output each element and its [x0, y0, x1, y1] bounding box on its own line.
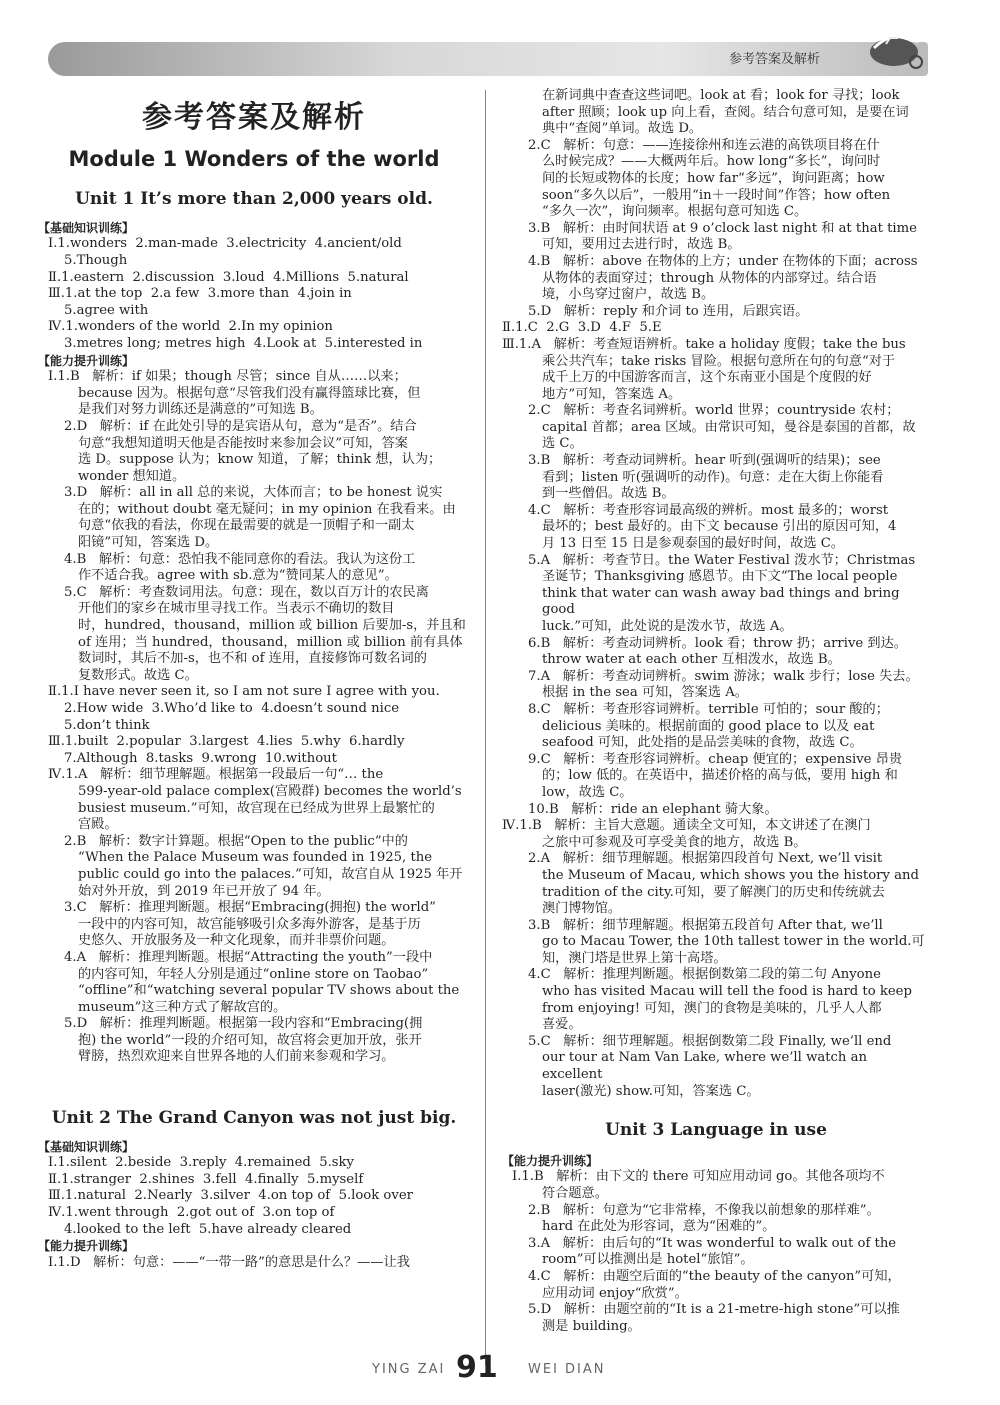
answer-line: Ⅰ.1.silent 2.beside 3.reply 4.remained 5.sky	[48, 1155, 354, 1171]
answer-line: after 照顾；look up 向上看，查阅。结合句意可知，是要在词	[542, 104, 909, 120]
answer-line: 3.metres long; metres high 4.Look at 5.interested in	[64, 335, 423, 351]
answer-line: 2.How wide 3.Who’d like to 4.doesn’t sound nice	[64, 701, 400, 716]
answer-line: Ⅱ.1.eastern 2.discussion 3.loud 4.Millions 5.natural	[48, 269, 409, 285]
answer-line: 3.B 解析：细节理解题。根据第五段首句 After that, we’ll	[528, 917, 883, 933]
answer-line: 4.B 解析：句意：恐怕我不能同意你的看法。我认为这份工	[64, 551, 416, 567]
answer-line: 3.A 解析：由后句的“It was wonderful to walk out of the	[528, 1235, 897, 1251]
answer-line: seafood 可知，此处指的是品尝美味的食物，故选 C。	[542, 735, 863, 751]
answer-line: 2.B 解析：句意为“它非常棒，不像我以前想象的那样难”。	[528, 1202, 880, 1218]
dl-logo-icon	[864, 24, 928, 72]
answer-line: 知，澳门塔是世界上第十高塔。	[542, 950, 727, 966]
answer-line: Ⅲ.1.built 2.popular 3.largest 4.lies 5.why 6.hardly	[48, 734, 405, 750]
unit-3-title: Unit 3 Language in use	[605, 1120, 827, 1141]
answer-line: 喜爱。	[542, 1017, 582, 1033]
answer-line: from enjoying! 可知，澳门的食物是美味的，几乎人人都	[542, 1000, 882, 1016]
unit-1-answers	[38, 220, 470, 1066]
answer-line: 臂膀，热烈欢迎来自世界各地的人们前来参观和学习。	[78, 1049, 395, 1065]
answer-line: 月 13 日至 15 日是参观泰国的最好时间，故选 C。	[542, 536, 844, 552]
module-title: Module 1 Wonders of the world	[68, 146, 440, 171]
answer-line: “offline”和“watching several popular TV shows about the	[78, 983, 460, 999]
answer-line: Ⅱ.1.I have never seen it, so I am not sure I agree with you.	[48, 684, 440, 700]
answer-line: 么时候完成？——大概两年后。how long“多长”，询问时	[542, 154, 881, 170]
answer-line: Ⅳ.1.A 解析：细节理解题。根据第一段最后一句“… the	[48, 767, 384, 783]
footer-right-text: WEI DIAN	[528, 1362, 606, 1377]
answer-line: 乘公共汽车；take risks 冒险。根据句意所在句的句意“对于	[542, 353, 896, 369]
answer-line: 时，hundred，thousand，million 或 billion 后要加-s，并且和	[78, 618, 466, 634]
section-label: 【基础知识训练】	[38, 220, 135, 235]
unit-2-answers-continued	[502, 88, 930, 1100]
answer-line: 599-year-old palace complex(宫殿群) becomes the world’s	[78, 783, 462, 799]
answer-line: Ⅱ.1.C 2.G 3.D 4.F 5.E	[502, 320, 662, 336]
left-column	[38, 88, 470, 1271]
answer-line: 5.A 解析：考查节日。the Water Festival 泼水节；Christmas	[528, 552, 916, 568]
unit-1-title: Unit 1 It’s more than 2,000 years old.	[75, 189, 433, 210]
answer-line: Ⅰ.1.wonders 2.man-made 3.electricity 4.ancient/old	[48, 236, 402, 252]
answer-line: 4.looked to the left 5.have already cleared	[64, 1221, 352, 1237]
answer-line: 地方”可知，答案选 A。	[542, 386, 682, 402]
answer-line: capital 首都；area 区域。由常识可知，曼谷是泰国的首都，故	[542, 419, 916, 435]
answer-line: 可知，要用过去进行时，故选 B。	[542, 237, 741, 253]
answer-line: busiest museum.”可知，故宫现在已经成为世界上最繁忙的	[78, 800, 435, 816]
answer-line: 在新词典中查查这些词吧。look at 看；look for 寻找；look	[542, 88, 900, 103]
answer-line: 8.C 解析：考查形容词辨析。terrible 可怕的；sour 酸的；	[528, 701, 889, 717]
answer-line: wonder 想知道。	[78, 468, 186, 484]
answer-line: 的；low 低的。在英语中，描述价格的高与低，要用 high 和	[542, 768, 898, 784]
answer-line: hard 在此处为形容词，意为“困难的”。	[542, 1219, 776, 1235]
section-label: 【基础知识训练】	[38, 1139, 135, 1154]
answer-line: 应用动词 enjoy“欣赏”。	[542, 1285, 688, 1301]
answer-line: Ⅳ.1.went through 2.got out of 3.on top of	[48, 1205, 335, 1221]
answer-line: 句意“我想知道明天他是否能按时来参加会议”可知，答案	[78, 435, 408, 451]
answer-line: 6.B 解析：考查动词辨析。look 看；throw 扔；arrive 到达。	[528, 635, 907, 651]
answer-line: 4.C 解析：考查形容词最高级的辨析。most 最多的；worst	[528, 502, 889, 518]
answer-line: 抱) the world”一段的介绍可知，故宫将会更加开放，张开	[78, 1032, 422, 1048]
answer-line: 作不适合我。agree with sb.意为“赞同某人的意见”。	[78, 568, 398, 584]
answer-line: 圣诞节；Thanksgiving 感恩节。由下文“The local people	[542, 569, 898, 585]
answer-line: throw water at each other 互相泼水，故选 B。	[542, 652, 841, 668]
answer-line: Ⅰ.1.B 解析：由下文的 there 可知应用动词 go。其他各项均不	[512, 1169, 885, 1185]
answer-line: the Museum of Macau, which shows you the history and	[542, 867, 919, 883]
answer-line: 2.A 解析：细节理解题。根据第四段首句 Next, we’ll visit	[528, 851, 883, 867]
section-label: 【能力提升训练】	[502, 1153, 599, 1168]
answer-line: Ⅲ.1.at the top 2.a few 3.more than 4.join in	[48, 286, 352, 302]
answer-line: 测是 building。	[542, 1318, 641, 1334]
answer-line: 5.Though	[64, 252, 128, 268]
answer-line: 句意“依我的看法，你现在最需要的就是一顶帽子和一副太	[78, 518, 415, 534]
answer-line: 间的长短或物体的长度；how far“多远”，询问距离；how	[542, 170, 885, 186]
answer-line: 数词时，其后不加-s，也不和 of 连用，直接修饰可数名词的	[78, 651, 427, 667]
answer-line: 2.D 解析：if 在此处引导的是宾语从句，意为“是否”。结合	[64, 418, 417, 434]
answer-line: 3.B 解析：由时间状语 at 9 o’clock last night 和 at that time	[528, 220, 917, 236]
answer-line: go to Macau Tower, the 10th tallest tower in the world.可	[542, 934, 925, 950]
answer-line: soon“多久以后”，一般用“in＋一段时间”作答；how often	[542, 187, 891, 203]
answer-line: tradition of the city.可知，要了解澳门的历史和传统就去	[542, 884, 885, 900]
answer-line: 4.B 解析：above 在物体的上方；under 在物体的下面；across	[528, 253, 918, 269]
column-divider	[485, 90, 486, 1365]
answer-line: 7.Although 8.tasks 9.wrong 10.without	[64, 750, 337, 766]
answer-line: 看到；listen 听(强调听的动作)。句意：走在大街上你能看	[542, 469, 884, 485]
answer-line: 选 C。	[542, 436, 583, 452]
answer-line: of 连用；当 hundred，thousand，million 或 billion 前有具体	[78, 634, 463, 650]
answer-line: who has visited Macau will tell the food is hard to keep	[542, 984, 912, 1000]
answer-line: 根据 in the sea 可知，答案选 A。	[542, 685, 748, 701]
answer-line: Ⅳ.1.wonders of the world 2.In my opinion	[48, 319, 333, 335]
answer-line: 5.C 解析：细节理解题。根据倒数第二段 Finally, we’ll end	[528, 1033, 892, 1049]
answer-line: 3.C 解析：推理判断题。根据“Embracing(拥抱) the world”	[64, 900, 436, 916]
answer-line: 符合题意。	[542, 1186, 608, 1201]
answer-line: 在的；without doubt 毫无疑问；in my opinion 在我看来。由	[78, 501, 456, 517]
answer-line: 选 D。suppose 认为；know 知道，了解；think 想，认为；	[78, 452, 442, 468]
answer-line: Ⅲ.1.A 解析：考查短语辨析。take a holiday 度假；take the bus	[502, 336, 906, 352]
answer-line: 5.D 解析：推理判断题。根据第一段内容和“Embracing(拥	[64, 1016, 423, 1032]
answer-line: 4.A 解析：推理判断题。根据“Attracting the youth”一段中	[64, 949, 433, 965]
page-footer	[0, 1352, 1000, 1392]
answer-line: 4.C 解析：由题空后面的“the beauty of the canyon”可知，	[528, 1268, 901, 1284]
answer-line: because 因为。根据句意“尽管我们没有赢得篮球比赛，但	[78, 385, 421, 401]
answer-line: Ⅳ.1.B 解析：主旨大意题。通读全文可知，本文讲述了在澳门	[502, 818, 871, 834]
answer-line: 阳镜”可知，答案选 D。	[78, 535, 219, 551]
answer-line: 5.D 解析：由题空前的“It is a 21-metre-high stone”可以推	[528, 1302, 900, 1318]
answer-line: 始对外开放，到 2019 年已开放了 94 年。	[78, 883, 330, 899]
answer-line: “多久一次”，询问频率。根据句意可知选 C。	[542, 204, 808, 220]
answer-line: Ⅰ.1.D 解析：句意：——“一带一路”的意思是什么？——让我	[48, 1254, 410, 1270]
answer-line: 3.D 解析：all in all 总的来说，大体而言；to be honest 说实	[64, 485, 443, 501]
answer-line: 复数形式。故选 C。	[78, 667, 198, 683]
answer-line: Ⅲ.1.natural 2.Nearly 3.silver 4.on top of 5.look over	[48, 1188, 413, 1204]
answer-line: 的内容可知，年轻人分别是通过“online store on Taobao”	[78, 966, 429, 982]
answer-line: museum”这三种方式了解故宫的。	[78, 999, 287, 1015]
answer-line: 之旅中可参观及可享受美食的地方，故选 B。	[542, 834, 807, 850]
unit-2-title: Unit 2 The Grand Canyon was not just big.	[51, 1108, 457, 1129]
unit-3-answers	[502, 1153, 930, 1336]
answer-line: our tour at Nam Van Lake, where we’ll watch an excellent	[542, 1050, 872, 1083]
answer-line: 10.B 解析：ride an elephant 骑大象。	[528, 801, 778, 817]
answer-line: 7.A 解析：考查动词辨析。swim 游泳；walk 步行；lose 失去。	[528, 668, 919, 684]
answer-line: public could go into the palaces.”可知，故宫自从 1925 年开	[78, 866, 463, 882]
answer-line: 3.B 解析：考查动词辨析。hear 听到(强调听的结果)；see	[528, 453, 881, 469]
answer-line: room”可以推测出是 hotel“旅馆”。	[542, 1252, 754, 1268]
answer-line: 9.C 解析：考查形容词辨析。cheap 便宜的；expensive 昂贵	[528, 751, 903, 767]
answer-line: 5.don’t think	[64, 717, 150, 733]
right-column	[502, 88, 930, 1335]
page-title: 参考答案及解析	[142, 100, 366, 135]
answer-line: 5.agree with	[64, 302, 149, 318]
answer-line: 5.D 解析：reply 和介词 to 连用，后跟宾语。	[528, 303, 809, 319]
answer-line: 宫殿。	[78, 817, 118, 833]
answer-line: 最坏的；best 最好的。由下文 because 引出的原因可知，4	[542, 519, 897, 535]
answer-line: 5.C 解析：考查数词用法。句意：现在，数以百万计的农民离	[64, 584, 429, 600]
answer-line: “When the Palace Museum was founded in 1925, the	[78, 850, 433, 866]
answer-line: delicious 美味的。根据前面的 good place to 以及 eat	[542, 718, 875, 734]
answer-line: low，故选 C。	[542, 784, 633, 800]
footer-left-text: YING ZAI	[372, 1362, 446, 1377]
answer-line: 史悠久、开放服务及一种文化现象，而并非票价问题。	[78, 933, 395, 949]
answer-line: Ⅱ.1.stranger 2.shines 3.fell 4.finally 5.myself	[48, 1171, 364, 1187]
answer-line: 典中“查阅”单词。故选 D。	[542, 121, 703, 137]
answer-line: 开他们的家乡在城市里寻找工作。当表示不确切的数目	[78, 601, 395, 617]
header-title: 参考答案及解析	[728, 52, 820, 67]
answer-line: laser(激光) show.可知，答案选 C。	[542, 1083, 760, 1099]
answer-line: 是我们对努力训练还是满意的”可知选 B。	[78, 402, 323, 418]
unit-2-answers	[38, 1139, 470, 1272]
answer-line: 到一些僧侣。故选 B。	[542, 486, 675, 502]
answer-line: 境，小鸟穿过窗户，故选 B。	[542, 287, 715, 303]
answer-line: 2.C 解析：考查名词辨析。world 世界；countryside 农村；	[528, 403, 900, 419]
section-label: 【能力提升训练】	[38, 353, 135, 368]
answer-line: luck.”可知，此处说的是泼水节，故选 A。	[542, 619, 793, 634]
answer-line: 2.B 解析：数字计算题。根据“Open to the public”中的	[64, 833, 408, 849]
answer-line: 从物体的表面穿过；through 从物体的内部穿过。结合语	[542, 270, 877, 286]
answer-line: 澳门博物馆。	[542, 901, 622, 917]
page-number: 91	[456, 1350, 498, 1385]
answer-line: 成千上万的中国游客而言，这个东南亚小国是个度假的好	[542, 370, 872, 386]
answer-line: 一段中的内容可知，故宫能够吸引众多海外游客，是基于历	[78, 916, 421, 932]
answer-line: 4.C 解析：推理判断题。根据倒数第二段的第二句 Anyone	[528, 967, 881, 983]
answer-line: 2.C 解析：句意：——连接徐州和连云港的高铁项目将在什	[528, 137, 880, 153]
answer-line: think that water can wash away bad things and bring good	[542, 585, 904, 618]
section-label: 【能力提升训练】	[38, 1239, 135, 1254]
answer-line: Ⅰ.1.B 解析：if 如果；though 尽管；since 自从……以来；	[48, 369, 407, 385]
